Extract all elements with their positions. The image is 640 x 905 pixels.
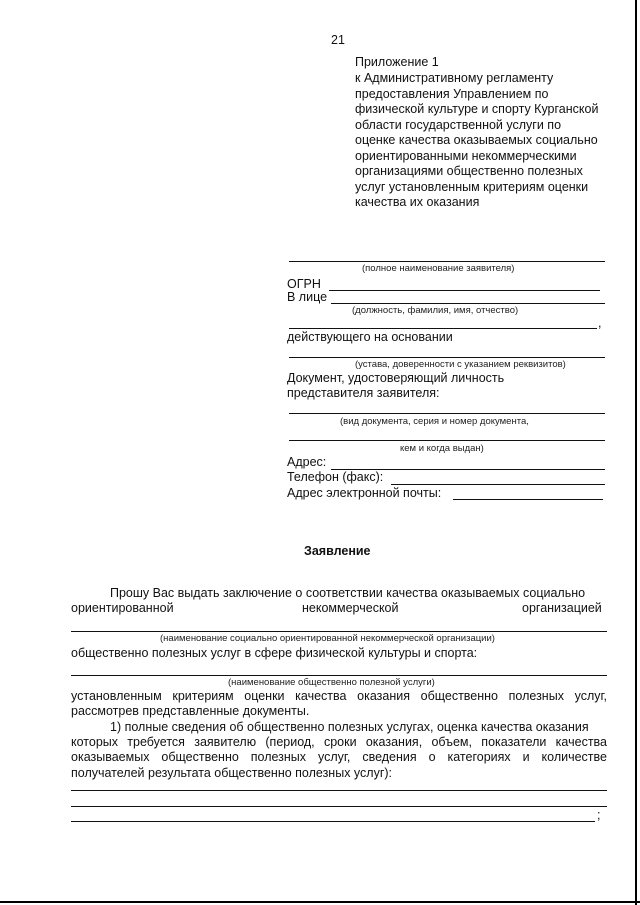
appendix-line: физической культуре и спорту Курганской [355, 102, 599, 116]
org-name-field[interactable] [71, 631, 607, 632]
item1-line-3: оказываемых общественно полезных услуг, сведения о категориях и количестве [71, 750, 607, 764]
issued-caption: кем и когда выдан) [400, 443, 484, 454]
services-info-field-1[interactable] [71, 790, 607, 791]
service-name-caption: (наименование общественно полезной услуги) [228, 677, 435, 688]
org-name-caption: (наименование социально ориентированной некоммерческой организации) [160, 633, 495, 644]
full-name-caption: (полное наименование заявителя) [362, 263, 515, 274]
appendix-line: качества их оказания [355, 195, 480, 209]
ogrn-label: ОГРН [287, 277, 321, 291]
page-right-border [635, 0, 637, 905]
id-doc-label-2: представителя заявителя: [287, 386, 440, 400]
services-info-field-3[interactable] [71, 821, 595, 822]
in-person-label: В лице [287, 290, 328, 304]
appendix-line: организациями общественно полезных [355, 164, 583, 178]
comma-mark: , [598, 316, 602, 330]
statement-title: Заявление [304, 544, 371, 558]
email-field[interactable] [453, 499, 603, 500]
item1-line-4: получателей результата общественно полезных услуг): [71, 766, 393, 780]
applicant-name-field[interactable] [289, 261, 605, 262]
appendix-line: Приложение 1 [355, 55, 439, 69]
ogrn-field[interactable] [329, 290, 600, 291]
email-label: Адрес электронной почты: [287, 486, 442, 500]
issued-field[interactable] [289, 440, 605, 441]
appendix-line: оценке качества оказываемых социально [355, 133, 598, 147]
doc-type-caption: (вид документа, серия и номер документа, [340, 416, 529, 427]
services-info-field-2[interactable] [71, 806, 607, 807]
service-name-field[interactable] [71, 675, 607, 676]
request-line-1: Прошу Вас выдать заключение о соответствии качества оказываемых социально [110, 586, 586, 600]
basis-field[interactable] [289, 357, 605, 358]
phone-label: Телефон (факс): [287, 470, 384, 484]
services-sphere-text: общественно полезных услуг в сфере физической культуры и спорта: [71, 646, 478, 660]
page-bottom-border [0, 901, 640, 903]
appendix-line: области государственной услуги по [355, 118, 562, 132]
phone-field[interactable] [391, 484, 605, 485]
request-word-3: организацией [522, 601, 602, 615]
appendix-line: услуг установленным критериям оценки [355, 180, 589, 194]
page-number: 21 [331, 33, 345, 47]
address-label: Адрес: [287, 455, 327, 469]
doc-type-field[interactable] [289, 413, 605, 414]
appendix-line: к Административному регламенту [355, 71, 554, 85]
charter-caption: (устава, доверенности с указанием реквизитов) [355, 359, 566, 370]
appendix-line: предоставления Управлением по [355, 87, 549, 101]
representative-field[interactable] [331, 303, 605, 304]
position-caption: (должность, фамилия, имя, отчество) [352, 305, 519, 316]
appendix-line: ориентированными некоммерческими [355, 149, 577, 163]
request-word-2: некоммерческой [302, 601, 399, 615]
representative-field-2[interactable] [289, 328, 597, 329]
criteria-line-1: установленным критериям оценки качества оказания общественно полезных услуг, [71, 689, 607, 703]
request-word-1: ориентированной [71, 601, 174, 615]
acting-basis-label: действующего на основании [287, 330, 453, 344]
criteria-line-2: рассмотрев представленные документы. [71, 704, 310, 718]
end-semicolon: ; [597, 808, 601, 822]
item1-line-1: 1) полные сведения об общественно полезных услугах, оценка качества оказания [110, 720, 589, 734]
id-doc-label: Документ, удостоверяющий личность [287, 371, 505, 385]
item1-line-2: которых требуется заявителю (период, сроки оказания, объем, показатели качества [71, 735, 607, 749]
